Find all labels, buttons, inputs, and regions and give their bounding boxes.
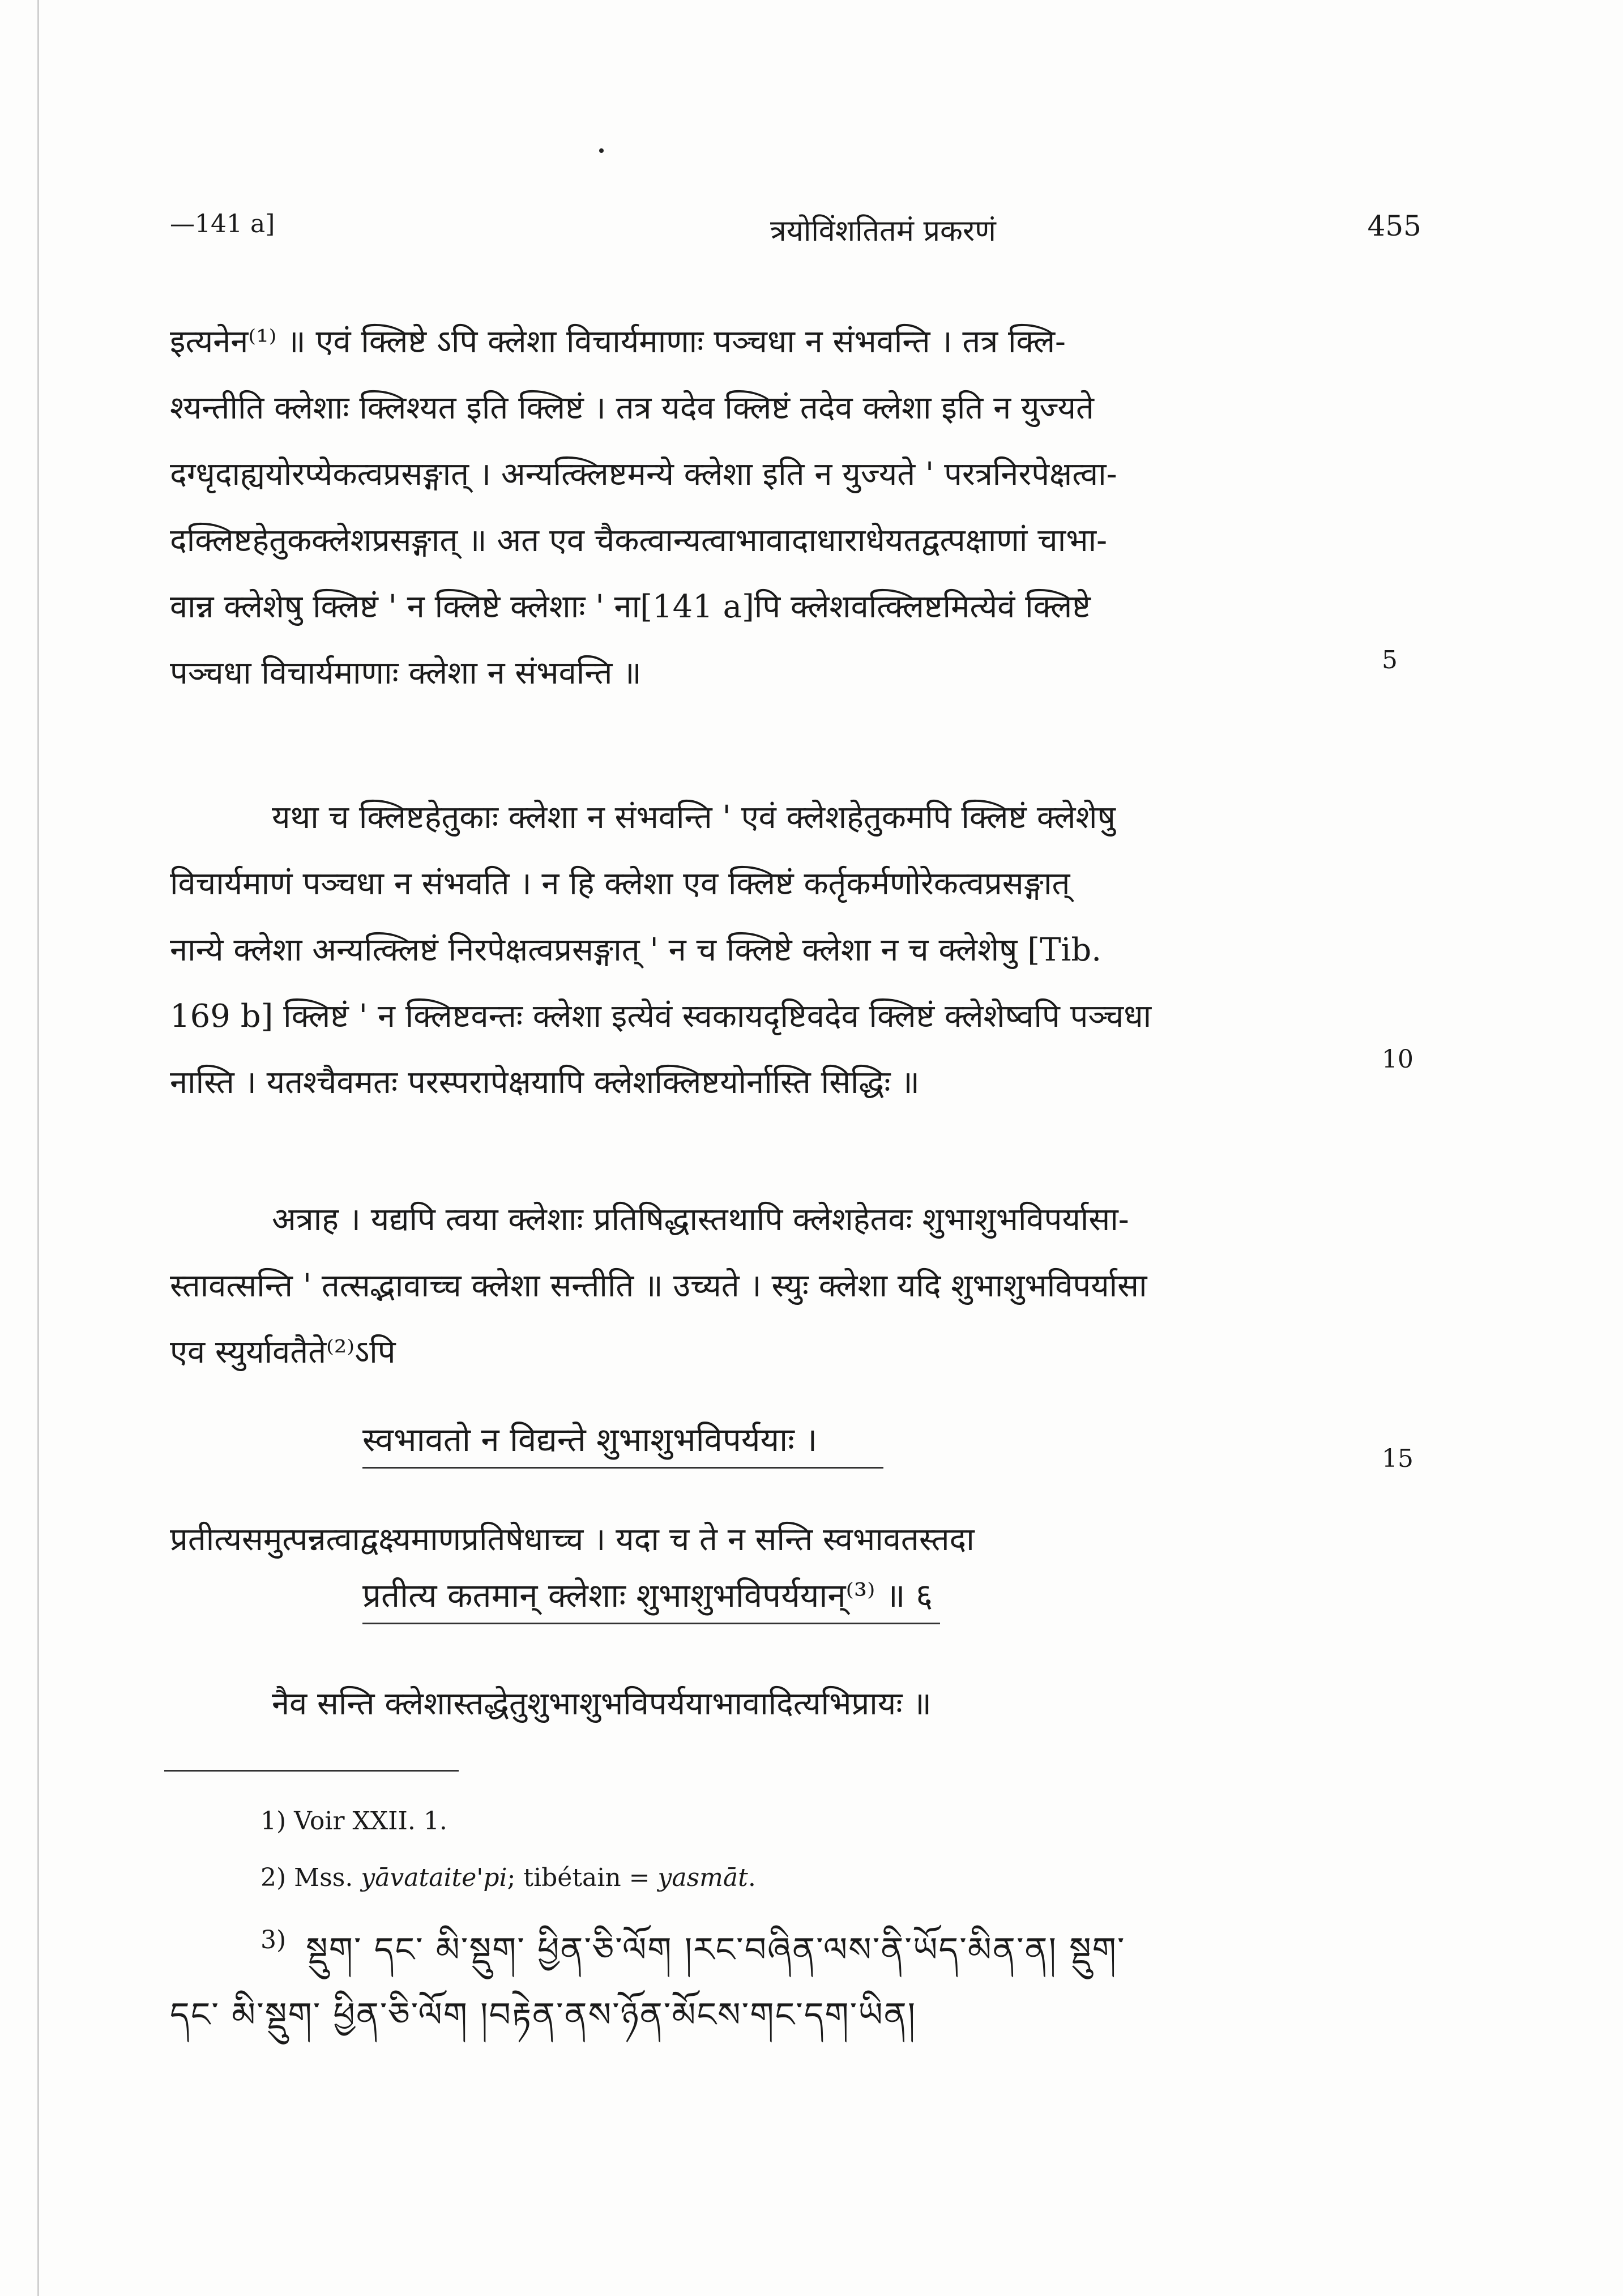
footnote-2-italic-term: yasmāt	[657, 1863, 748, 1892]
footnote-3-marker: 3)	[260, 1926, 287, 1954]
text-line: नास्ति । यतश्चैवमतः परस्परापेक्षयापि क्लेशक्लिष्टयोर्नास्ति सिद्धिः ॥	[170, 1064, 920, 1101]
footnote-2-suffix: .	[748, 1863, 756, 1892]
paragraph-1	[170, 309, 1393, 706]
margin-line-number: 5	[1382, 646, 1398, 675]
footnote-3-tibetan-line-2: དང་ མི་སྡུག་ ཕྱིན་ཅི་ལོག །བརྟེན་ནས་ཉོན་མོངས་གང་དག་ཡིན།	[170, 1995, 917, 2035]
footnote-3-tibetan-line-1: སྡུག་ དང་ མི་སྡུག་ ཕྱིན་ཅི་ལོག །རང་བཞིན་ལས་ནི་ཡོད་མིན་ན། སྡུག་	[306, 1930, 1126, 1970]
margin-line-number: 15	[1382, 1444, 1413, 1473]
text-line: नान्ये क्लेशा अन्यत्क्लिष्टं निरपेक्षत्वप्रसङ्गात् ' न च क्लिष्टे क्लेशा न च क्लेशेषु [Tib.	[170, 932, 1102, 968]
header-title: त्रयोविंशतितमं प्रकरणं	[770, 214, 996, 248]
text-line: स्तावत्सन्ति ' तत्सद्भावाच्च क्लेशा सन्तीति ॥ उच्यते । स्युः क्लेशा यदि शुभाशुभविपर्यासा	[170, 1268, 1147, 1304]
closing-paragraph	[170, 1671, 1393, 1737]
footnote-2-mid: ; tibétain =	[507, 1863, 658, 1892]
margin-line-number: 10	[1382, 1045, 1413, 1074]
verse-underline	[362, 1467, 883, 1469]
text-line: दक्लिष्टहेतुकक्लेशप्रसङ्गात् ॥ अत एव चैकत्वान्यत्वाभावादाधाराधेयतद्वत्पक्षाणां चाभा-	[170, 522, 1108, 559]
page-number: 455	[1367, 210, 1421, 242]
text-line: एव स्युर्यावतैते⁽²⁾ऽपि	[170, 1334, 396, 1371]
prose-line	[170, 1507, 1393, 1573]
verse-line-2: प्रतीत्य कतमान् क्लेशाः शुभाशुभविपर्ययान्⁽³⁾ ॥ ६	[362, 1576, 933, 1615]
text-line: यथा च क्लिष्टहेतुकाः क्लेशा न संभवन्ति ' एवं क्लेशहेतुकमपि क्लिष्टं क्लेशेषु	[272, 799, 1116, 836]
paragraph-3	[170, 1187, 1393, 1385]
scan-speck	[599, 148, 604, 153]
running-header	[170, 210, 1421, 255]
text-line: विचार्यमाणं पञ्चधा न संभवति । न हि क्लेशा एव क्लिष्टं कर्तृकर्मणोरेकत्वप्रसङ्गात्	[170, 865, 1070, 902]
text-line: दग्धृदाह्ययोरप्येकत्वप्रसङ्गात् । अन्यत्क्लिष्टमन्ये क्लेशा इति न युज्यते ' परत्रनिरपेक्षत्वा-	[170, 456, 1117, 493]
paragraph-2	[170, 784, 1393, 1116]
verse-line-1: स्वभावतो न विद्यन्ते शुभाशुभविपर्ययाः ।	[362, 1420, 818, 1459]
footnote-2-prefix: 2) Mss.	[260, 1863, 361, 1892]
text-line: अत्राह । यद्यपि त्वया क्लेशाः प्रतिषिद्धास्तथापि क्लेशहेतवः शुभाशुभविपर्यासा-	[272, 1201, 1129, 1238]
text-line: 169 b] क्लिष्टं ' न क्लिष्टवन्तः क्लेशा इत्येवं स्वकायदृष्टिवदेव क्लिष्टं क्लेशेष्वपि पञ्चधा	[170, 998, 1152, 1035]
text-line: इत्यनेन⁽¹⁾ ॥ एवं क्लिष्टे ऽपि क्लेशा विचार्यमाणाः पञ्चधा न संभवन्ति । तत्र क्लि-	[170, 323, 1066, 360]
header-reference: —141 a]	[170, 210, 275, 238]
footnote-1: 1) Voir XXII. 1.	[260, 1807, 447, 1836]
footnote-rule	[164, 1770, 459, 1772]
footnote-2	[260, 1863, 756, 1892]
text-line: वान्न क्लेशेषु क्लिष्टं ' न क्लिष्टे क्लेशाः ' ना[141 a]पि क्लेशवत्क्लिष्टमित्येवं क्लिष्टे	[170, 588, 1091, 625]
text-line: नैव सन्ति क्लेशास्तद्धेतुशुभाशुभविपर्ययाभावादित्यभिप्रायः ॥	[272, 1685, 932, 1722]
verse-underline	[362, 1623, 940, 1624]
text-line: प्रतीत्यसमुत्पन्नत्वाद्वक्ष्यमाणप्रतिषेधाच्च । यदा च ते न सन्ति स्वभावतस्तदा	[170, 1521, 975, 1558]
scan-edge-line	[37, 0, 39, 2296]
text-line: श्यन्तीति क्लेशाः क्लिश्यत इति क्लिष्टं । तत्र यदेव क्लिष्टं तदेव क्लेशा इति न युज्यते	[170, 390, 1094, 426]
text-line: पञ्चधा विचार्यमाणाः क्लेशा न संभवन्ति ॥	[170, 655, 642, 692]
footnote-2-italic-term: yāvataite'pi	[361, 1863, 507, 1892]
